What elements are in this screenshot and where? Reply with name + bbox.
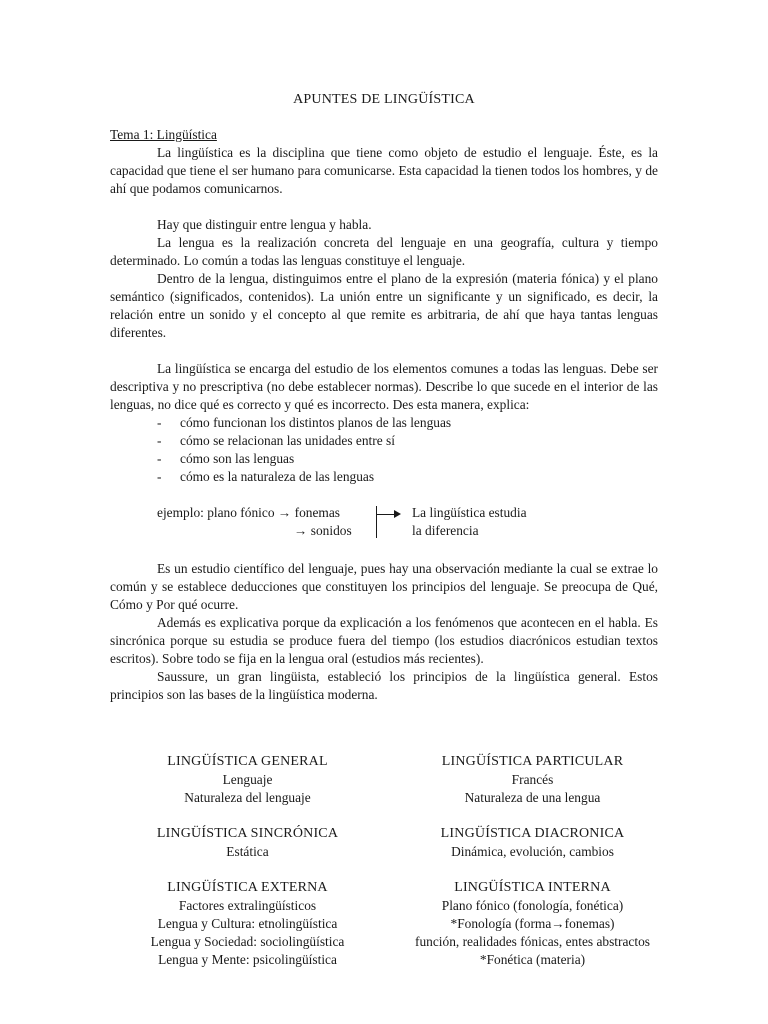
column-interna: [395, 879, 670, 969]
comparison-row: [110, 753, 670, 807]
column-externa: [110, 879, 385, 969]
document-body: [110, 126, 658, 704]
column-general: [110, 753, 385, 807]
column-line: Estática: [226, 844, 269, 859]
paragraph-1: La lingüística es la disciplina que tiene como objeto de estudio el lenguaje. Éste, es la capacidad que tiene el ser humano para comunicarse. Esta capacidad la tienen todos los hombres, y de ahí que podamos comunicarnos.: [110, 145, 658, 196]
column-line: Lengua y Mente: psicolingüística: [158, 952, 337, 967]
section-heading: Tema 1: Lingüística: [110, 127, 217, 142]
list-item: - cómo son las lenguas: [110, 450, 658, 468]
paragraph-5: La lingüística se encarga del estudio de los elementos comunes a todas las lenguas. Debe ser descriptiva y no prescriptiva (no debe establecer normas). Describe lo que sucede en el interior de las lenguas, no dice qué es correcto y qué es incorrecto. Des esta manera, explica:: [110, 361, 658, 412]
column-sincronica: [110, 825, 385, 861]
list-item: - cómo es la naturaleza de las lenguas: [110, 468, 658, 486]
arrow-head-icon: [394, 510, 401, 518]
column-line: función, realidades fónicas, entes abstractos: [415, 934, 650, 949]
paragraph-6: Es un estudio científico del lenguaje, pues hay una observación mediante la cual se extrae lo común y se establece deducciones que constituyen los principios del lenguaje. Se preocupa de Qué, Cómo y Por qué ocurre.: [110, 561, 658, 612]
column-title: LINGÜÍSTICA DIACRONICA: [440, 826, 625, 841]
column-line: Lengua y Sociedad: sociolingüística: [150, 934, 345, 949]
column-line: Lengua y Cultura: etnolingüística: [157, 916, 338, 931]
example-diagram: [110, 504, 658, 542]
example-result-2: la diferencia: [412, 523, 479, 538]
example-prefix: ejemplo: plano fónico: [157, 505, 275, 520]
example-result-1: La lingüística estudia: [412, 505, 527, 520]
comparison-columns: [110, 753, 670, 969]
column-line: Dinámica, evolución, cambios: [451, 844, 614, 859]
paragraph-8: Saussure, un gran lingüista, estableció los principios de la lingüística general. Estos principios son las bases de la lingüística moderna.: [110, 669, 658, 702]
column-line: *Fonología (forma→fonemas): [450, 916, 615, 931]
comparison-row: [110, 825, 670, 861]
column-particular: [395, 753, 670, 807]
column-title: LINGÜÍSTICA GENERAL: [167, 754, 328, 769]
column-title: LINGÜÍSTICA PARTICULAR: [441, 754, 624, 769]
paragraph-2: Hay que distinguir entre lengua y habla.: [157, 217, 372, 232]
column-title: LINGÜÍSTICA EXTERNA: [167, 880, 328, 895]
column-line: *Fonética (materia): [479, 952, 586, 967]
paragraph-4: Dentro de la lengua, distinguimos entre el plano de la expresión (materia fónica) y el plano semántico (significados, contenidos). La unión entre un significante y un significado, es decir, la relación entre un sonido y el concepto al que remite es arbitraria, de ahí que haya tantas lenguas diferentes.: [110, 271, 658, 340]
column-line: Factores extralingüísticos: [178, 898, 317, 913]
paragraph-3: La lengua es la realización concreta del lenguaje en una geografía, cultura y tiempo determinado. Lo común a todas las lenguas constituye el lenguaje.: [110, 235, 658, 268]
comparison-row: [110, 879, 670, 969]
column-title: LINGÜÍSTICA SINCRÓNICA: [156, 826, 339, 841]
paragraph-7: Además es explicativa porque da explicación a los fenómenos que acontecen en el habla. Es sincrónica porque su estudia se produce fuera del tiempo (los estudios diacrónicos estudian textos escritos). Sobre todo se fija en la lengua oral (estudios más recientes).: [110, 615, 658, 666]
column-title: LINGÜÍSTICA INTERNA: [454, 880, 611, 895]
column-line: Naturaleza de una lengua: [464, 790, 601, 805]
column-line: Naturaleza del lenguaje: [184, 790, 311, 805]
column-line: Francés: [511, 772, 554, 787]
arrow-icon: →: [294, 523, 308, 538]
list-item: - cómo se relacionan las unidades entre sí: [110, 432, 658, 450]
column-diacronica: [395, 825, 670, 861]
example-item-fonemas: fonemas: [294, 505, 340, 520]
example-item-sonidos: sonidos: [310, 523, 352, 538]
column-line: Plano fónico (fonología, fonética): [441, 898, 624, 913]
feature-list: [110, 414, 658, 486]
column-line: Lenguaje: [222, 772, 273, 787]
document-title: APUNTES DE LINGÜÍSTICA: [293, 92, 475, 107]
bracket-line: [376, 506, 377, 538]
list-item: - cómo funcionan los distintos planos de las lenguas: [110, 414, 658, 432]
arrow-icon: →: [277, 505, 292, 520]
